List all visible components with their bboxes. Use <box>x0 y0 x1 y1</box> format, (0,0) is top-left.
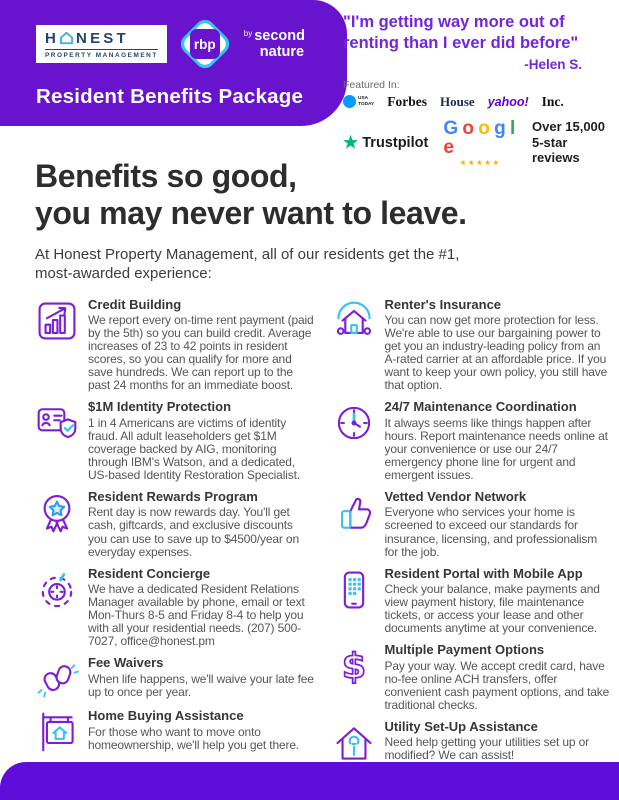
testimonial-quote: "I'm getting way more out of renting than I ever did before" <box>343 13 579 53</box>
reviews-count-line2: 5-star reviews <box>532 134 580 166</box>
google-letter: e <box>443 136 454 158</box>
benefit-title: Utility Set-Up Assistance <box>384 718 538 734</box>
benefit-utility-setup <box>331 720 612 765</box>
package-title: Resident Benefits Package <box>36 85 304 108</box>
logo-row <box>36 15 347 73</box>
usatoday-text-top: USA <box>358 96 369 102</box>
benefits-grid <box>0 284 619 765</box>
benefit-fee-waivers <box>34 656 315 701</box>
usatoday-logo <box>343 95 374 108</box>
benefit-body: Need help getting your utilities set up or modified? We can assist! <box>384 735 589 763</box>
benefit-body: When life happens, we'll waive your late fee up to once per year. <box>88 671 314 699</box>
dollar-sign-icon <box>331 643 377 712</box>
home-sign-icon <box>34 709 80 754</box>
headline <box>35 158 601 232</box>
benefit-concierge <box>34 567 315 649</box>
usatoday-circle-icon <box>343 95 356 108</box>
headline-line1: Benefits so good, <box>35 158 297 194</box>
google-logo <box>443 119 517 167</box>
featured-in-label: Featured In: <box>343 78 400 91</box>
benefit-payment-options <box>331 643 612 712</box>
testimonial-attribution: -Helen S. <box>524 56 582 72</box>
intro-text <box>35 245 601 284</box>
insured-house-icon <box>331 298 377 393</box>
google-letter: g <box>494 117 506 139</box>
trustpilot-star-icon: ★ <box>343 133 359 153</box>
benefit-title: Home Buying Assistance <box>88 708 244 724</box>
benefit-rewards <box>34 490 315 559</box>
benefit-body: We have a dedicated Resident Relations Manager available by phone, email or text Mon-Thurs 8-5 and Friday 8-4 to help you with all your residential needs. (207) 500-7027, office@honest.pm <box>88 581 305 649</box>
honest-letters: NEST <box>76 30 129 47</box>
trustpilot-label: Trustpilot <box>362 134 429 151</box>
usatoday-text-bottom: TODAY <box>358 101 375 107</box>
benefit-identity-protection <box>34 400 315 482</box>
clock-icon <box>331 400 377 482</box>
trustpilot-logo <box>343 134 428 151</box>
benefit-body: Pay your way. We accept credit card, have no-fee online ACH transfers, offer convenient cash payment options, and take traditional checks. <box>384 658 610 712</box>
reviews-count <box>532 119 606 166</box>
google-letter: o <box>478 117 490 139</box>
by-label: by <box>243 28 253 38</box>
honest-logo <box>36 25 167 63</box>
rbp-label: rbp <box>190 29 220 59</box>
honest-letter: H <box>45 30 60 47</box>
identity-shield-icon <box>34 400 80 482</box>
benefit-resident-portal <box>331 567 612 636</box>
second-nature-word1: second <box>254 27 305 44</box>
inc-logo: Inc. <box>541 93 564 109</box>
google-letter: o <box>462 117 474 139</box>
benefit-title: Resident Concierge <box>88 565 211 581</box>
google-letter: G <box>443 117 458 139</box>
benefit-renters-insurance <box>331 298 612 393</box>
honest-subtitle: PROPERTY MANAGEMENT <box>45 49 158 59</box>
benefits-left-column <box>34 298 315 765</box>
thumbs-up-icon <box>331 490 377 559</box>
yahoo-logo: yahoo! <box>487 94 529 109</box>
google-stars-icon: ★★★★★ <box>459 157 501 167</box>
mobile-app-icon <box>331 567 377 636</box>
benefit-title: Credit Building <box>88 296 182 312</box>
benefit-maintenance <box>331 400 612 482</box>
second-nature-logo <box>244 29 305 60</box>
benefit-body: Check your balance, make payments and view payment history, file maintenance tickets, or access your lease and other documents anytime at your convenience. <box>384 581 600 636</box>
intro-line2: most-awarded experience: <box>35 265 212 283</box>
benefit-title: 24/7 Maintenance Coordination <box>384 399 577 415</box>
utility-house-wrench-icon <box>331 720 377 765</box>
svg-text:$: $ <box>341 647 366 688</box>
benefit-vendor-network <box>331 490 612 559</box>
benefit-credit-building <box>34 298 315 393</box>
google-letter: l <box>510 117 515 139</box>
benefit-title: Vetted Vendor Network <box>384 489 527 505</box>
reviews-count-line1: Over 15,000 <box>532 119 606 135</box>
benefit-body: You can now get more protection for less. We're able to use our bargaining power to get you an industry-leading policy from an A-rated carrier at an affordable price. If you want to keep your own policy, you still have that option. <box>384 312 608 393</box>
house-icon <box>59 31 74 45</box>
benefit-title: Renter's Insurance <box>384 296 502 312</box>
clapping-hands-icon <box>34 656 80 701</box>
benefit-title: Multiple Payment Options <box>384 642 545 658</box>
reviews-row <box>343 119 606 167</box>
benefit-title: Resident Portal with Mobile App <box>384 565 583 581</box>
concierge-dial-icon <box>34 567 80 649</box>
benefit-title: $1M Identity Protection <box>88 399 232 415</box>
benefit-body: For those who want to move onto homeownership, we'll help you get there. <box>88 724 300 752</box>
benefit-body: It always seems like things happen after hours. Report maintenance needs online at your convenience or use our 24/7 emergency phone line for urgent and emergent issues. <box>384 415 608 482</box>
credit-building-chart-icon <box>34 298 80 393</box>
benefits-right-column <box>331 298 612 765</box>
header-right <box>343 12 606 166</box>
rbp-logo <box>178 17 232 71</box>
house-magazine-logo: House <box>440 93 475 109</box>
header <box>0 0 619 167</box>
benefit-home-buying <box>34 709 315 754</box>
intro-line1: At Honest Property Management, all of our residents get the #1, <box>35 245 460 263</box>
headline-line2: you may never want to leave. <box>35 194 467 231</box>
rewards-badge-icon <box>34 490 80 559</box>
footer-purple-bar <box>0 762 619 800</box>
benefit-body: Rent day is now rewards day. You'll get cash, giftcards, and exclusive discounts you can use to save up to $4500/year on everyday expenses. <box>88 505 299 559</box>
featured-logos <box>343 94 606 110</box>
honest-wordmark <box>45 31 158 46</box>
benefit-body: We report every on-time rent payment (paid by the 5th) so you can build credit. Average increases of 23 to 42 points in resident scores, so you can qualify for more and save hundreds. We can report up to the past 24 months for an immediate boost. <box>88 312 314 393</box>
header-purple-panel <box>0 0 347 126</box>
benefit-title: Resident Rewards Program <box>88 489 258 505</box>
forbes-logo: Forbes <box>387 93 428 109</box>
benefit-body: Everyone who services your home is screened to exceed our standards for insurance, licensing, and professionalism for the job. <box>384 505 598 559</box>
second-nature-word2: nature <box>259 44 305 60</box>
benefit-body: 1 in 4 Americans are victims of identity fraud. All adult leaseholders get $1M coverage backed by AIG, monitoring through IBM's Watson, and a dedicated, US-based Identity Restoration Specialist. <box>88 415 300 482</box>
benefit-title: Fee Waivers <box>88 655 164 671</box>
